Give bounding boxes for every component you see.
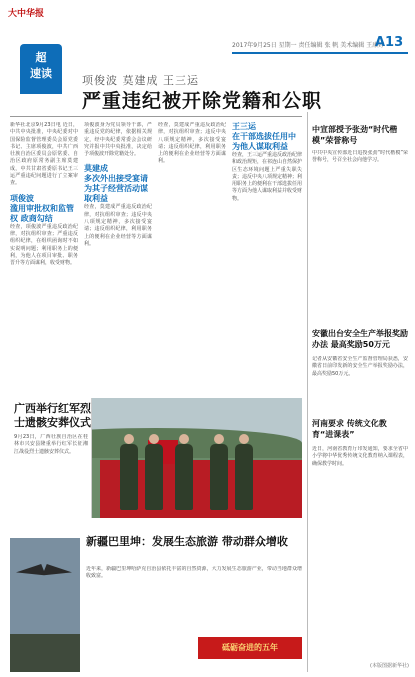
photo-credit: (本版图据新华社)	[370, 663, 409, 669]
lead-subhead-3: 王三运	[232, 122, 256, 131]
photo-ground	[10, 634, 80, 672]
page-number: A13	[375, 35, 404, 50]
lead-subhead-1b: 滥用审批权和监管权 政商勾结	[10, 203, 74, 223]
lead-headline: 严重违纪被开除党籍和公职	[82, 90, 323, 112]
lead-subhead-2: 莫建成	[84, 164, 108, 174]
right-story-3-text	[312, 446, 408, 656]
lead-intro: 新华社北京9月23日电 近日，中共中央批准，中央纪委对中国保险监督管理委员会原党委书记、主席项俊波，中共广西壮族自治区委员会原常委、自治区政府原常务副主席莫建成，中共甘肃省委原书记王三运严重违纪问题进行了立案审查。	[10, 122, 78, 187]
right-story-2-text	[312, 356, 408, 416]
right-story-1-text	[312, 150, 408, 320]
photo-story-text	[14, 434, 88, 514]
bottom-story-body: 近年来，新疆巴里坤哈萨克自治县依托丰富的自然资源，大力发展生态旅游产业，带动当地群众增收致富。	[86, 566, 302, 580]
photo-soldier	[175, 444, 193, 510]
photo-story-body: 9月23日，广西壮族自治区在桂林市兴安县隆重举行红军长征湘江战役烈士遗骸安葬仪式。	[14, 434, 88, 455]
eagle-photo	[10, 538, 80, 672]
header-rule	[232, 52, 408, 54]
lead-text-2: 项俊波身为党员领导干部，严重违反党的纪律，依据相关规定，经中央纪委常委会会议研究并报中共中央批准，决定给予项俊波开除党籍处分。	[84, 122, 152, 158]
lead-authors: 项俊波 莫建成 王三运	[82, 74, 199, 87]
photo-soldier	[120, 444, 138, 510]
lead-text-3: 经查，莫建成严重违反政治纪律，对抗组织审查；违反中央八项规定精神，多次接受宴请；违反组织纪律，利用职务上的便利在企业经营等方面谋利。	[84, 204, 152, 247]
lead-subhead-1: 项俊波	[10, 193, 34, 203]
photo-soldier	[145, 444, 163, 510]
right-story-3-title: 河南要求 传统文化教育“进课表”	[312, 419, 387, 439]
photo-soldier	[210, 444, 228, 510]
series-banner: 砥砺奋进的五年	[198, 637, 302, 659]
right-story-2-title: 安徽出台安全生产举报奖励办法 最高奖励50万元	[312, 329, 408, 349]
photo-soldier	[235, 444, 253, 510]
page-header	[0, 0, 415, 80]
lead-column-4	[232, 122, 302, 392]
headline-rule	[10, 116, 302, 117]
lead-subhead-2b: 多次外出接受宴请 为其子经营活动谋取利益	[84, 174, 148, 204]
lead-text-1: 经查，项俊波严重违反政治纪律，对抗组织审查；严重违反组织纪律，在组织函询时不如实说明问题；利用职务上的便利，为他人在项目审批、职务晋升等方面谋利，收受财物。	[10, 223, 78, 267]
bottom-story-title: 新疆巴里坤：发展生态旅游 带动群众增收	[86, 535, 288, 548]
photo-story-title: 广西举行红军烈士遗骸安葬仪式	[14, 402, 91, 429]
lead-column-3	[158, 122, 226, 392]
section-tag-line2: 速读	[30, 67, 52, 80]
right-story-1-body: 中共中央宣传部近日追授张劲“时代楷模”荣誉称号，号召全社会向他学习。	[312, 150, 408, 164]
dateline: 2017年9月25日 星期一 责任编辑 张 帆 美术编辑 王康婷	[232, 42, 385, 49]
lead-text-4: 经查，王三运严重违反政治纪律和政治规矩，在祁连山自然保护区生态环境问题上严重失职失责；违反中央八项规定精神；利用职务上的便利在干部选拔任用等方面为他人谋取利益并收受财物。	[232, 152, 302, 202]
lead-column-1	[10, 122, 78, 392]
newspaper-logo: 大中华报	[8, 9, 45, 19]
lead-column-2	[84, 122, 152, 392]
section-tag-line1: 超	[35, 51, 47, 64]
right-story-1-title: 中宣部授予张劲“时代楷模”荣誉称号	[312, 125, 398, 145]
lead-subhead-3b: 在干部选拔任用中为他人谋取利益	[232, 132, 296, 151]
bottom-story-text	[86, 566, 302, 632]
right-story-3-body: 近日，河南省教育厅印发通知，要求全省中小学将中华优秀传统文化教育纳入课程表，确保教学时间。	[312, 446, 408, 467]
lead-text-3b: 经查，莫建成严重违反政治纪律，对抗组织审查；违反中央八项规定精神，多次接受宴请；违反组织纪律，利用职务上的便利在企业经营等方面谋利。	[158, 122, 226, 165]
column-separator	[307, 112, 308, 672]
photo-eagle	[16, 564, 72, 578]
right-story-2-body: 记者从安徽省安全生产监督管理局获悉，安徽省日前印发新的安全生产举报奖励办法，最高奖励50万元。	[312, 356, 408, 377]
section-tag	[20, 44, 62, 94]
